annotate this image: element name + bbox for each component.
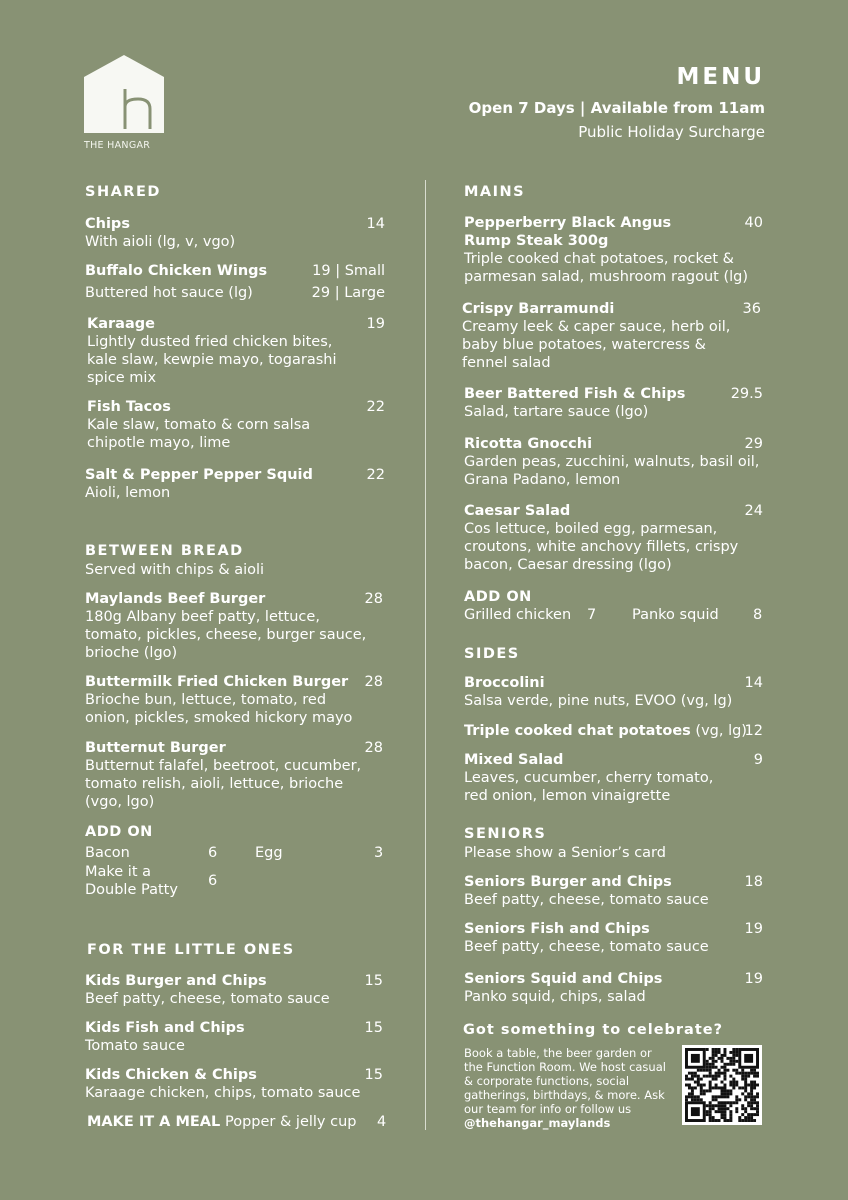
celebrate-body bbox=[464, 1046, 674, 1130]
menu-item bbox=[87, 315, 385, 387]
item-name: Karaage bbox=[87, 316, 155, 332]
item-name: Broccolini bbox=[464, 675, 545, 691]
item-name: Triple cooked chat potatoes bbox=[464, 723, 691, 739]
menu-item bbox=[85, 1066, 383, 1102]
celebrate-text: Book a table, the beer garden or the Function Room. We host casual & corporate functions, social gatherings, birthdays, & more. Ask our team for info or follow us bbox=[464, 1046, 666, 1116]
hangar-logo bbox=[84, 55, 164, 139]
mains-add-on-heading: ADD ON bbox=[464, 589, 532, 605]
section-heading-little-ones: FOR THE LITTLE ONES bbox=[87, 942, 295, 958]
menu-item bbox=[85, 739, 383, 811]
section-subheading: Please show a Senior’s card bbox=[464, 845, 666, 861]
menu-item bbox=[464, 674, 763, 710]
menu-item bbox=[85, 215, 385, 251]
menu-item bbox=[85, 1019, 383, 1055]
item-name: Kids Burger and Chips bbox=[85, 973, 267, 989]
add-on-egg: Egg bbox=[255, 845, 283, 861]
item-desc: Butternut falafel, beetroot, cucumber, tomato relish, aioli, lettuce, brioche (vgo, lgo) bbox=[85, 758, 362, 810]
item-desc: 180g Albany beef patty, lettuce, tomato, pickles, cheese, burger sauce, brioche (lgo) bbox=[85, 609, 367, 661]
make-it-a-meal-label: MAKE IT A MEAL bbox=[87, 1114, 221, 1130]
item-name: Caesar Salad bbox=[464, 503, 571, 519]
add-on-bacon: Bacon bbox=[85, 845, 130, 861]
item-price: 19 bbox=[744, 971, 763, 987]
item-name: Seniors Squid and Chips bbox=[464, 971, 663, 987]
item-price: 19 | Small bbox=[312, 263, 385, 279]
item-name: Kids Fish and Chips bbox=[85, 1020, 245, 1036]
item-name: Buffalo Chicken Wings bbox=[85, 263, 268, 279]
item-desc: Lightly dusted fried chicken bites, kale slaw, kewpie mayo, togarashi spice mix bbox=[87, 334, 337, 386]
item-price: 28 bbox=[364, 591, 383, 607]
section-heading-between-bread: BETWEEN BREAD bbox=[85, 543, 244, 559]
menu-item bbox=[464, 435, 763, 489]
add-on-chicken-price: 7 bbox=[587, 607, 597, 623]
section-heading-shared: SHARED bbox=[85, 184, 161, 200]
item-desc: Brioche bun, lettuce, tomato, red onion, pickles, smoked hickory mayo bbox=[85, 692, 353, 726]
menu-item bbox=[464, 873, 763, 909]
menu-item bbox=[464, 385, 763, 421]
item-price: 15 bbox=[364, 973, 383, 989]
item-desc: Panko squid, chips, salad bbox=[464, 989, 646, 1005]
menu-item bbox=[464, 751, 763, 805]
item-price: 24 bbox=[744, 503, 763, 519]
item-price: 14 bbox=[366, 216, 385, 232]
item-name: Butternut Burger bbox=[85, 740, 226, 756]
item-name: Seniors Fish and Chips bbox=[464, 921, 650, 937]
section-heading-seniors: SENIORS bbox=[464, 826, 547, 842]
menu-item bbox=[85, 262, 385, 302]
item-name: Salt & Pepper Pepper Squid bbox=[85, 467, 313, 483]
add-on-double-price: 6 bbox=[208, 873, 218, 889]
item-price: 22 bbox=[366, 467, 385, 483]
item-desc: Beef patty, cheese, tomato sauce bbox=[85, 991, 330, 1007]
item-price: 28 bbox=[364, 740, 383, 756]
page-title: MENU bbox=[676, 64, 765, 90]
item-price: 12 bbox=[744, 723, 763, 739]
menu-item bbox=[464, 214, 763, 286]
add-on-egg-price: 3 bbox=[374, 845, 384, 861]
item-price: 40 bbox=[744, 215, 763, 231]
item-diet-tags: (vg, lg) bbox=[690, 723, 747, 739]
item-desc: Beef patty, cheese, tomato sauce bbox=[464, 939, 709, 955]
opening-hours: Open 7 Days | Available from 11am bbox=[468, 99, 765, 117]
menu-item bbox=[85, 466, 385, 502]
item-desc: Leaves, cucumber, cherry tomato, red onion, lemon vinaigrette bbox=[464, 770, 714, 804]
item-name: Kids Chicken & Chips bbox=[85, 1067, 257, 1083]
item-price: 19 bbox=[366, 316, 385, 332]
make-it-a-meal-desc: Popper & jelly cup bbox=[225, 1114, 357, 1130]
item-name: Buttermilk Fried Chicken Burger bbox=[85, 674, 349, 690]
item-price: 29.5 bbox=[730, 386, 763, 402]
add-on-bacon-price: 6 bbox=[208, 845, 218, 861]
item-desc: Cos lettuce, boiled egg, parmesan, croutons, white anchovy fillets, crispy bacon, Caesar dressing (lgo) bbox=[464, 521, 739, 573]
add-on-heading: ADD ON bbox=[85, 824, 153, 840]
menu-item bbox=[462, 300, 761, 372]
section-subheading: Served with chips & aioli bbox=[85, 562, 265, 578]
item-price-large: 29 | Large bbox=[311, 285, 385, 301]
item-desc: Beef patty, cheese, tomato sauce bbox=[464, 892, 709, 908]
item-name: Seniors Burger and Chips bbox=[464, 874, 672, 890]
logo-text: THE HANGAR bbox=[84, 140, 151, 151]
item-name: Maylands Beef Burger bbox=[85, 591, 266, 607]
item-desc: Creamy leek & caper sauce, herb oil, baby blue potatoes, watercress & fennel salad bbox=[462, 319, 731, 371]
item-price: 19 bbox=[744, 921, 763, 937]
add-on-double-patty: Make it a Double Patty bbox=[85, 864, 178, 898]
item-price: 29 bbox=[744, 436, 763, 452]
add-on-squid: Panko squid bbox=[632, 607, 719, 623]
item-price: 15 bbox=[364, 1067, 383, 1083]
qr-code-icon[interactable] bbox=[682, 1045, 762, 1125]
item-desc: Karaage chicken, chips, tomato sauce bbox=[85, 1085, 361, 1101]
item-desc: Kale slaw, tomato & corn salsa chipotle mayo, lime bbox=[87, 417, 311, 451]
item-price: 18 bbox=[744, 874, 763, 890]
menu-item bbox=[85, 590, 383, 662]
section-heading-mains: MAINS bbox=[464, 184, 526, 200]
item-desc: Garden peas, zucchini, walnuts, basil oil, Grana Padano, lemon bbox=[464, 454, 760, 488]
menu-item bbox=[87, 398, 385, 452]
add-on-squid-price: 8 bbox=[753, 607, 763, 623]
menu-item bbox=[464, 722, 763, 740]
column-divider bbox=[425, 180, 426, 1130]
item-name: Crispy Barramundi bbox=[462, 301, 615, 317]
item-name: Chips bbox=[85, 216, 130, 232]
section-heading-sides: SIDES bbox=[464, 646, 520, 662]
item-price: 28 bbox=[364, 674, 383, 690]
surcharge-note: Public Holiday Surcharge bbox=[578, 123, 765, 141]
item-desc: Salad, tartare sauce (lgo) bbox=[464, 404, 649, 420]
item-desc: Tomato sauce bbox=[85, 1038, 185, 1054]
item-desc: With aioli (lg, v, vgo) bbox=[85, 234, 236, 250]
menu-item bbox=[464, 502, 763, 574]
menu-item bbox=[85, 673, 383, 727]
celebrate-title: Got something to celebrate? bbox=[463, 1022, 724, 1038]
item-desc: Triple cooked chat potatoes, rocket & parmesan salad, mushroom ragout (lg) bbox=[464, 251, 748, 285]
item-name: Ricotta Gnocchi bbox=[464, 436, 593, 452]
item-price: 22 bbox=[366, 399, 385, 415]
item-desc: Salsa verde, pine nuts, EVOO (vg, lg) bbox=[464, 693, 733, 709]
add-on-chicken: Grilled chicken bbox=[464, 607, 572, 623]
menu-item bbox=[464, 920, 763, 956]
item-name: Beer Battered Fish & Chips bbox=[464, 386, 686, 402]
item-price: 9 bbox=[753, 752, 763, 768]
item-price: 14 bbox=[744, 675, 763, 691]
menu-item bbox=[464, 970, 763, 1006]
instagram-handle-link[interactable]: @thehangar_maylands bbox=[464, 1116, 611, 1130]
item-price: 15 bbox=[364, 1020, 383, 1036]
item-price: 36 bbox=[742, 301, 761, 317]
item-desc: Aioli, lemon bbox=[85, 485, 171, 501]
make-it-a-meal-price: 4 bbox=[377, 1114, 387, 1130]
menu-item bbox=[85, 972, 383, 1008]
item-name: Pepperberry Black Angus Rump Steak 300g bbox=[464, 215, 672, 249]
item-name: Mixed Salad bbox=[464, 752, 564, 768]
item-name: Fish Tacos bbox=[87, 399, 171, 415]
item-desc: Buttered hot sauce (lg) bbox=[85, 285, 253, 301]
